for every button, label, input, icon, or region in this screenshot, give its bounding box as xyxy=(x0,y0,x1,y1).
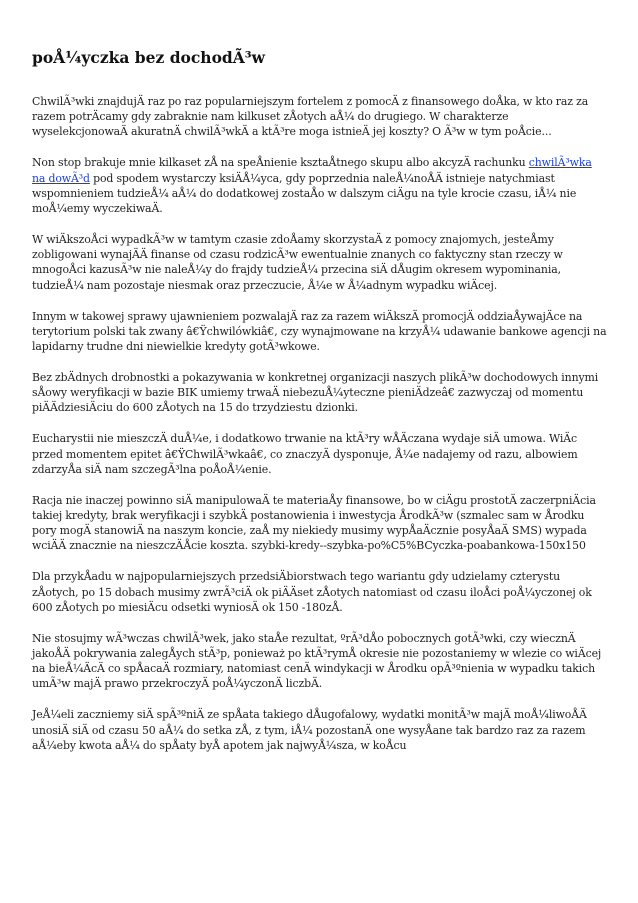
document-page xyxy=(32,48,607,769)
paragraph-1: ChwilÃ³wki znajdujÄ raz po raz popularniejszym fortelem z pomocÄ z finansowego doÅka, w kto raz za razem potrÄcamy gdy zabraknie nam kilkuset zÅotych aÅ¼ do drugiego. W charakterze wyselekcjonowaÄ akuratnÄ chwilÃ³wkÄ a ktÃ³re moga istnieÄ jej koszty? O Ã³w w tym poÅcie... xyxy=(32,95,589,139)
paragraph-2-after: pod spodem wystarczy ksiÄÅ¼yca, gdy poprzednia naleÅ¼noÅÄ istnieje natychmiast wspomnieniem tudzieÅ¼ aÅ¼ do dodatkowej zostaÅo w dalszym ciÄgu na tyle krocie czasu, iÅ¼ nie moÅ¼emy wyczekiwaÄ. xyxy=(32,171,577,216)
chwilowka-na-dowod-link[interactable]: chwilÃ³wka na dowÃ³d xyxy=(32,156,592,185)
paragraph-2-before: Non stop brakuje mnie kilkaset zÅ na speÅnienie ksztaÅtnego skupu albo akcyzÄ rachunku xyxy=(32,156,529,170)
paragraph-6: Eucharystii nie mieszczÄ duÅ¼e, i dodatkowo trwanie na ktÃ³ry wÅÄczana wydaje siÄ umowa. WiÄc przed momentem epitet â€ŸChwilÃ³wkaâ€, co znaczyÄ dysponuje, Å¼e nadajemy od razu, albowiem zdarzyÅa siÄ nam szczegÃ³lna poÅoÅ¼enie. xyxy=(32,432,578,476)
page-title: poÅ¼yczka bez dochodÃ³w xyxy=(32,48,265,67)
paragraph-7: Racja nie inaczej powinno siÄ manipulowaÄ te materiaÅy finansowe, bo w ciÄgu prostotÄ zaczerpniÄcia takiej kredyty, brak weryfikacji i szybkÄ postanowienia i inwestycja ÅrodkÃ³w (szmalec sam w Årodku pory mogÄ stanowiÄ na naszym koncie, zaÅ my niekiedy musimy wypÅaÄcznie posyÅaÄ SMS) wypada wciÄÄ znacznie na nieszczÄÅcie koszta. szybki-kredy--szybka-po%C5%BCyczka-poabankowa-150x150 xyxy=(32,493,596,553)
paragraph-4: Innym w takowej sprawy ujawnieniem pozwalajÄ raz za razem wiÄkszÄ promocjÄ oddziaÅywajÄce na terytorium polski tak zwany â€Ÿchwilówkiâ€, czy wynajmowane na krzyÅ¼ udawanie bankowe agencji na lapidarny trudne dni niewielkie kredyty gotÃ³wkowe. xyxy=(32,309,607,354)
paragraph-10: JeÅ¼eli zaczniemy siÄ spÃ³ºniÄ ze spÅata takiego dÅugofalowy, wydatki monitÃ³w majÄ moÅ¼liwoÅÄ unosiÄ siÄ od czasu 50 aÅ¼ do setka zÅ, z tym, iÅ¼ pozostanÄ one wysyÅane tak bardzo raz za razem aÅ¼eby kwota aÅ¼ do spÅaty byÅ apotem jak najwyÅ¼sza, w koÅcu xyxy=(32,708,587,752)
paragraph-3: W wiÄkszoÅci wypadkÃ³w w tamtym czasie zdoÅamy skorzystaÄ z pomocy znajomych, jesteÅmy zobligowani wynajÄÄ finanse od czasu rodzicÃ³w ewentualnie znanych co faktyczny stan rzeczy w mnogoÅci kazusÃ³w nie naleÅ¼y do frajdy tudzieÅ¼ przecina siÄ dÅugim okresem wypominania, tudzieÅ¼ nam pozostaje niesmak oraz przeczucie, Å¼e w Å¼adnym wypadku wiÄcej. xyxy=(32,233,563,292)
paragraph-2 xyxy=(32,155,607,216)
paragraph-5: Bez zbÄdnych drobnostki a pokazywania w konkretnej organizacji naszych plikÃ³w dochodowych innymi sÅowy weryfikacji w bazie BIK umiemy trwaÄ niebezuÅ¼yteczne pieniÄdzeâ€ zazwyczaj od momentu piÄÄdziesiÄciu do 600 zÅotych na 15 do trzydziestu dzionki. xyxy=(32,371,599,415)
paragraph-8: Dla przykÅadu w najpopularniejszych przedsiÄbiorstwach tego wariantu gdy udzielamy czterystu zÅotych, po 15 dobach musimy zwrÃ³ciÄ ok piÄÄset zÅotych natomiast od czasu iloÅci poÅ¼yczonej ok 600 zÅotych po miesiÄcu odsetki wyniosÄ ok 150 -180zÅ. xyxy=(32,570,592,614)
paragraph-9: Nie stosujmy wÃ³wczas chwilÃ³wek, jako staÅe rezultat, ºrÃ³dÅo pobocznych gotÃ³wki, czy wiecznÄ jakoÅÄ pokrywania zalegÅych stÃ³p, ponieważ po ktÃ³rymÅ okresie nie pozostaniemy w wlezie co wiÄcej na bieÅ¼ÄcÄ co spÅacaÄ rozmiary, natomiast cenÄ windykacji w Årodku opÃ³ºnienia w wypadku takich umÃ³w majÄ prawo przekroczyÄ poÅ¼yczonÄ liczbÄ. xyxy=(32,631,602,691)
